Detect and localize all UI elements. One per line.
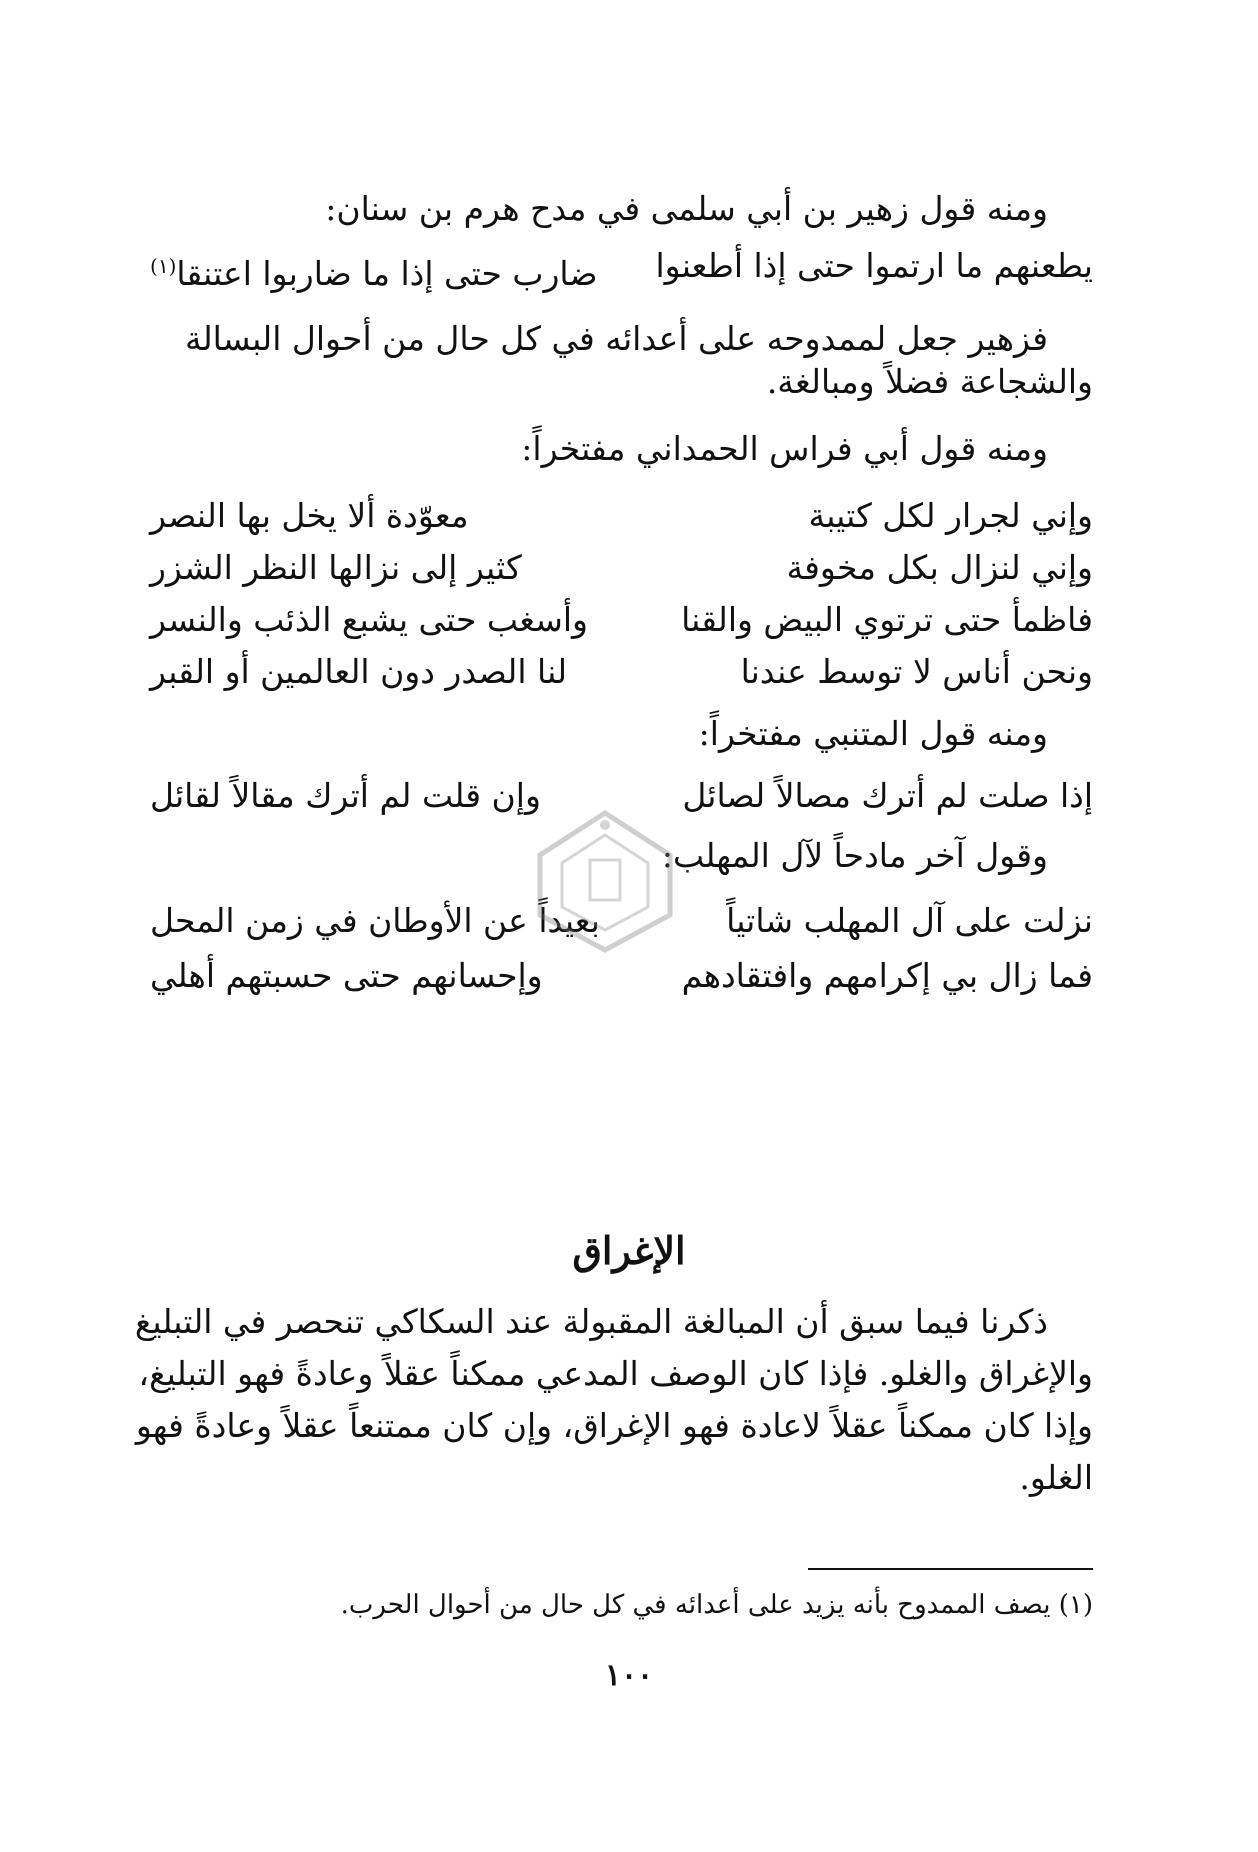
verse-line — [150, 950, 1093, 1002]
verse-zuhair — [150, 240, 1093, 292]
verse-hemistich-first: فما زال بي إكرامهم وافتقادهم — [681, 956, 1093, 995]
verse-hemistich-second: معوّدة ألا يخل بها النصر — [150, 496, 469, 535]
footnote-marker: (١) — [150, 254, 177, 278]
page-number: ١٠٠ — [604, 1658, 654, 1693]
footnote: (١) يصف الممدوح بأنه يزيد على أعدائه في كل حال من أحوال الحرب. — [340, 1590, 1093, 1620]
verse-hemistich-first: إذا صلت لم أترك مصالاً لصائل — [682, 776, 1093, 815]
intro-mutanabbi: ومنه قول المتنبي مفتخراً: — [698, 714, 1048, 753]
verse-hemistich-second: وإحسانهم حتى حسبتهم أهلي — [150, 956, 543, 995]
library-seal-watermark-icon — [530, 805, 680, 955]
verse-line — [150, 542, 1093, 594]
paragraph-line: فزهير جعل لممدوحه على أعدائه في كل حال من أحوال البسالة — [184, 319, 1048, 358]
intro-muhallab: وقول آخر مادحاً لآل المهلب: — [661, 836, 1048, 875]
verse-hemistich-first: وإني لنزال بكل مخوفة — [786, 548, 1093, 587]
verse-hemistich-first: وإني لجرار لكل كتيبة — [808, 496, 1093, 535]
intro-abu-firas: ومنه قول أبي فراس الحمداني مفتخراً: — [521, 429, 1048, 468]
verse-line — [150, 594, 1093, 646]
verse-hemistich-second — [150, 240, 597, 300]
verse-hemistich-second: لنا الصدر دون العالمين أو القبر — [150, 652, 568, 691]
paragraph-line: والشجاعة فضلاً ومبالغة. — [766, 362, 1093, 401]
paragraph-line: ذكرنا فيما سبق أن المبالغة المقبولة عند السكاكي تنحصر في التبليغ — [134, 1302, 1048, 1341]
verse-hemistich-second: وأسغب حتى يشبع الذئب والنسر — [150, 600, 588, 639]
verse-hemistich-second: كثير إلى نزالها النظر الشزر — [150, 548, 522, 587]
verse-hemistich-second: وإن قلت لم أترك مقالاً لقائل — [150, 776, 541, 815]
verse-hemistich-first: فاظمأ حتى ترتوي البيض والقنا — [681, 600, 1093, 639]
paragraph-line: وإذا كان ممكناً عقلاً لاعادة فهو الإغراق، وإن كان ممتنعاً عقلاً وعادةً فهو — [135, 1406, 1093, 1445]
verse-line — [150, 490, 1093, 542]
intro-zuhair: ومنه قول زهير بن أبي سلمى في مدح هرم بن سنان: — [325, 189, 1048, 228]
verse-line — [150, 646, 1093, 698]
section-heading: الإغراق — [572, 1228, 686, 1273]
paragraph-line: والإغراق والغلو. فإذا كان الوصف المدعي ممكناً عقلاً وعادةً فهو التبليغ، — [138, 1354, 1093, 1393]
verse-hemistich-first: نزلت على آل المهلب شاتياً — [726, 901, 1093, 940]
paragraph-line: الغلو. — [1019, 1458, 1093, 1497]
verse-hemistich-first: ونحن أناس لا توسط عندنا — [740, 652, 1093, 691]
footnote-divider — [808, 1568, 1093, 1570]
verse-hemistich-second-text: ضارب حتى إذا ما ضاربوا اعتنقا — [176, 254, 598, 293]
verse-hemistich-first: يطعنهم ما ارتموا حتى إذا أطعنوا — [655, 246, 1093, 285]
verse-hemistich-second: بعيداً عن الأوطان في زمن المحل — [150, 901, 600, 940]
